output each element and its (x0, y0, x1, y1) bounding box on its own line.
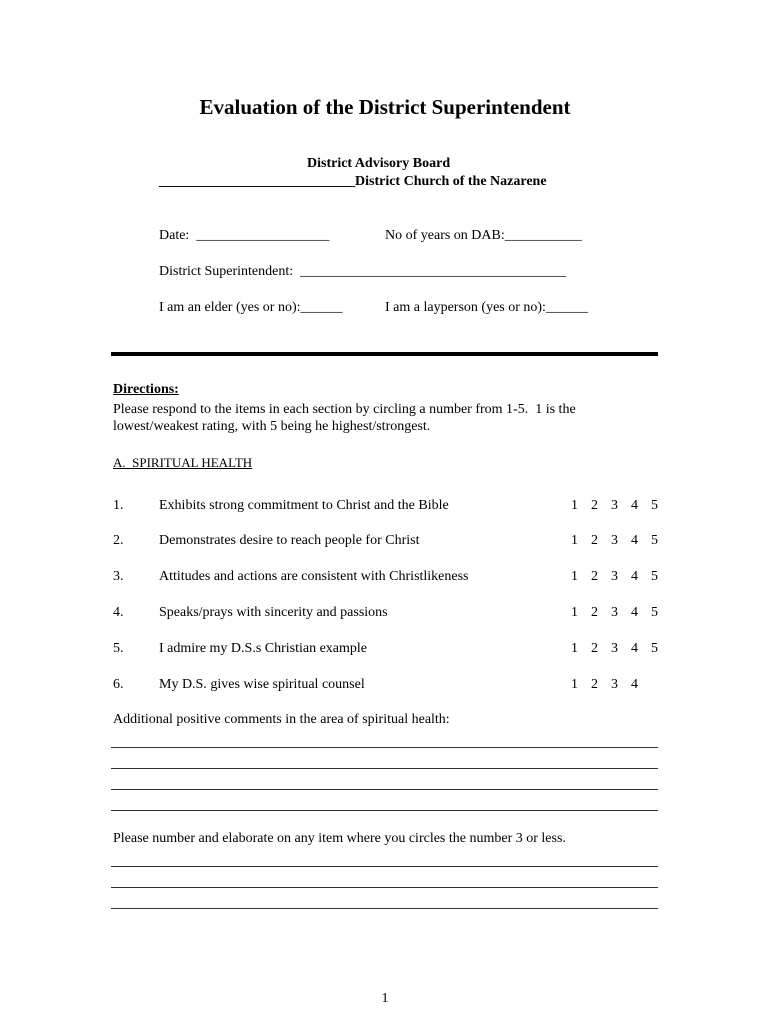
item-text: Demonstrates desire to reach people for Christ (159, 533, 420, 548)
comment-line[interactable] (111, 789, 658, 790)
section-a-heading: A. SPIRITUAL HEALTH (113, 455, 253, 470)
page-number: 1 (381, 991, 389, 1006)
item-text: My D.S. gives wise spiritual counsel (159, 677, 365, 692)
item-number: 2. (113, 533, 124, 548)
item-number: 4. (113, 605, 124, 620)
date-field[interactable]: Date: ___________________ (159, 228, 330, 243)
rating-scale[interactable]: 1 2 3 4 5 (571, 569, 658, 584)
district-name-line[interactable] (159, 174, 547, 190)
directions-heading: Directions: (113, 382, 179, 397)
comment-line[interactable] (111, 810, 658, 811)
directions-line-1: Please respond to the items in each section by circling a number from 1-5. 1 is the (113, 402, 576, 417)
elder-field[interactable]: I am an elder (yes or no):______ (159, 300, 343, 315)
item-text: I admire my D.S.s Christian example (159, 641, 368, 656)
elaborate-line[interactable] (111, 887, 658, 888)
superintendent-field[interactable]: District Superintendent: ______________________________________ (159, 264, 567, 279)
years-on-dab-field[interactable]: No of years on DAB:___________ (385, 228, 582, 243)
comment-line[interactable] (111, 768, 658, 769)
item-text: Speaks/prays with sincerity and passions (159, 605, 388, 620)
comments-prompt: Additional positive comments in the area of spiritual health: (113, 712, 450, 727)
church-label: District Church of the Nazarene (355, 174, 547, 189)
item-text: Attitudes and actions are consistent with Christlikeness (159, 569, 469, 584)
item-number: 5. (113, 641, 124, 656)
item-number: 3. (113, 569, 124, 584)
rating-scale[interactable]: 1 2 3 4 (571, 677, 638, 692)
layperson-field[interactable]: I am a layperson (yes or no):______ (385, 300, 588, 315)
item-text: Exhibits strong commitment to Christ and the Bible (159, 498, 449, 513)
item-number: 1. (113, 498, 124, 513)
directions-line-2: lowest/weakest rating, with 5 being he highest/strongest. (113, 419, 431, 434)
comment-line[interactable] (111, 747, 658, 748)
rating-scale[interactable]: 1 2 3 4 5 (571, 498, 658, 513)
elaborate-line[interactable] (111, 908, 658, 909)
rating-scale[interactable]: 1 2 3 4 5 (571, 533, 658, 548)
district-blank[interactable]: ____________________________ (159, 174, 355, 189)
rating-scale[interactable]: 1 2 3 4 5 (571, 605, 658, 620)
section-divider (111, 352, 658, 356)
elaborate-line[interactable] (111, 866, 658, 867)
document-title: Evaluation of the District Superintendent (199, 95, 571, 119)
item-number: 6. (113, 677, 124, 692)
advisory-board-label: District Advisory Board (307, 156, 451, 171)
elaborate-prompt: Please number and elaborate on any item where you circles the number 3 or less. (113, 831, 566, 846)
rating-scale[interactable]: 1 2 3 4 5 (571, 641, 658, 656)
